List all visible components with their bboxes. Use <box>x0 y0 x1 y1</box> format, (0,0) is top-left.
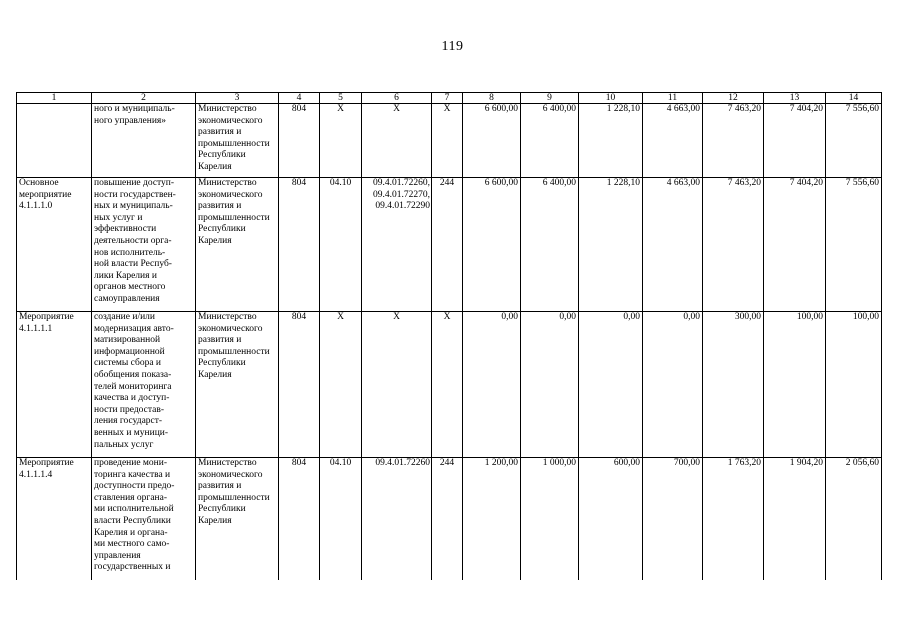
amount-cell: 7 404,20 <box>764 104 826 178</box>
amount-cell: 6 400,00 <box>521 178 579 312</box>
column-header: 7 <box>432 93 463 104</box>
column-header: 2 <box>92 93 196 104</box>
column-header: 14 <box>826 93 882 104</box>
item-code-cell: Мероприятие 4.1.1.1.1 <box>17 312 92 458</box>
amount-cell: 1 228,10 <box>579 104 643 178</box>
amount-cell: 7 556,60 <box>826 104 882 178</box>
target-item-code-cell: 09.4.01.72260, 09.4.01.72270, 09.4.01.72290 <box>362 178 432 312</box>
amount-cell: 0,00 <box>463 312 521 458</box>
section-code-cell: 04.10 <box>320 458 362 581</box>
table-row <box>17 104 882 178</box>
column-header: 9 <box>521 93 579 104</box>
budget-table <box>16 92 882 580</box>
item-description-cell: проведение мони- торинга качества и доступности предо- ставления органа- ми исполнительной власти Республики Карелия и органа- ми местного само- управления государственных и <box>92 458 196 581</box>
table-row <box>17 312 882 458</box>
grbs-code-cell: 804 <box>279 178 320 312</box>
target-item-code-cell: Х <box>362 104 432 178</box>
section-code-cell: 04.10 <box>320 178 362 312</box>
amount-cell: 100,00 <box>764 312 826 458</box>
amount-cell: 1 200,00 <box>463 458 521 581</box>
column-header: 6 <box>362 93 432 104</box>
column-header: 10 <box>579 93 643 104</box>
item-description-cell: повышение доступ- ности государствен- ных и муниципаль- ных услуг и эффективности деятельности орга- нов исполнитель- ной власти Респуб- лики Карелия и органов местного самоуправления <box>92 178 196 312</box>
table-row <box>17 458 882 581</box>
amount-cell: 7 463,20 <box>703 104 764 178</box>
amount-cell: 1 904,20 <box>764 458 826 581</box>
column-header: 4 <box>279 93 320 104</box>
amount-cell: 1 228,10 <box>579 178 643 312</box>
expense-type-cell: 244 <box>432 178 463 312</box>
amount-cell: 600,00 <box>579 458 643 581</box>
column-number-row <box>17 93 882 104</box>
responsible-executor-cell: Министерство экономического развития и промышленности Республики Карелия <box>196 458 279 581</box>
expense-type-cell: 244 <box>432 458 463 581</box>
expense-type-cell: Х <box>432 104 463 178</box>
amount-cell: 6 400,00 <box>521 104 579 178</box>
grbs-code-cell: 804 <box>279 312 320 458</box>
amount-cell: 700,00 <box>643 458 703 581</box>
amount-cell: 4 663,00 <box>643 104 703 178</box>
amount-cell: 0,00 <box>521 312 579 458</box>
column-header: 3 <box>196 93 279 104</box>
target-item-code-cell: Х <box>362 312 432 458</box>
amount-cell: 6 600,00 <box>463 104 521 178</box>
amount-cell: 300,00 <box>703 312 764 458</box>
column-header: 13 <box>764 93 826 104</box>
item-code-cell: Основное мероприятие 4.1.1.1.0 <box>17 178 92 312</box>
amount-cell: 7 463,20 <box>703 178 764 312</box>
table-row <box>17 178 882 312</box>
amount-cell: 4 663,00 <box>643 178 703 312</box>
amount-cell: 2 056,60 <box>826 458 882 581</box>
target-item-code-cell: 09.4.01.72260 <box>362 458 432 581</box>
amount-cell: 100,00 <box>826 312 882 458</box>
expense-type-cell: Х <box>432 312 463 458</box>
section-code-cell: Х <box>320 104 362 178</box>
amount-cell: 1 763,20 <box>703 458 764 581</box>
column-header: 1 <box>17 93 92 104</box>
amount-cell: 0,00 <box>579 312 643 458</box>
item-code-cell <box>17 104 92 178</box>
amount-cell: 1 000,00 <box>521 458 579 581</box>
amount-cell: 7 556,60 <box>826 178 882 312</box>
column-header: 8 <box>463 93 521 104</box>
item-code-cell: Мероприятие 4.1.1.1.4 <box>17 458 92 581</box>
amount-cell: 7 404,20 <box>764 178 826 312</box>
responsible-executor-cell: Министерство экономического развития и промышленности Республики Карелия <box>196 312 279 458</box>
section-code-cell: Х <box>320 312 362 458</box>
amount-cell: 6 600,00 <box>463 178 521 312</box>
responsible-executor-cell: Министерство экономического развития и промышленности Республики Карелия <box>196 104 279 178</box>
column-header: 11 <box>643 93 703 104</box>
item-description-cell: ного и муниципаль- ного управления» <box>92 104 196 178</box>
responsible-executor-cell: Министерство экономического развития и промышленности Республики Карелия <box>196 178 279 312</box>
column-header: 5 <box>320 93 362 104</box>
grbs-code-cell: 804 <box>279 104 320 178</box>
grbs-code-cell: 804 <box>279 458 320 581</box>
item-description-cell: создание и/или модернизация авто- матизированной информационной системы сбора и обобщения показа- телей мониторинга качества и доступ- ности предостав- ления государст- венных и муници- пальных услуг <box>92 312 196 458</box>
column-header: 12 <box>703 93 764 104</box>
amount-cell: 0,00 <box>643 312 703 458</box>
page-number: 119 <box>441 39 464 54</box>
